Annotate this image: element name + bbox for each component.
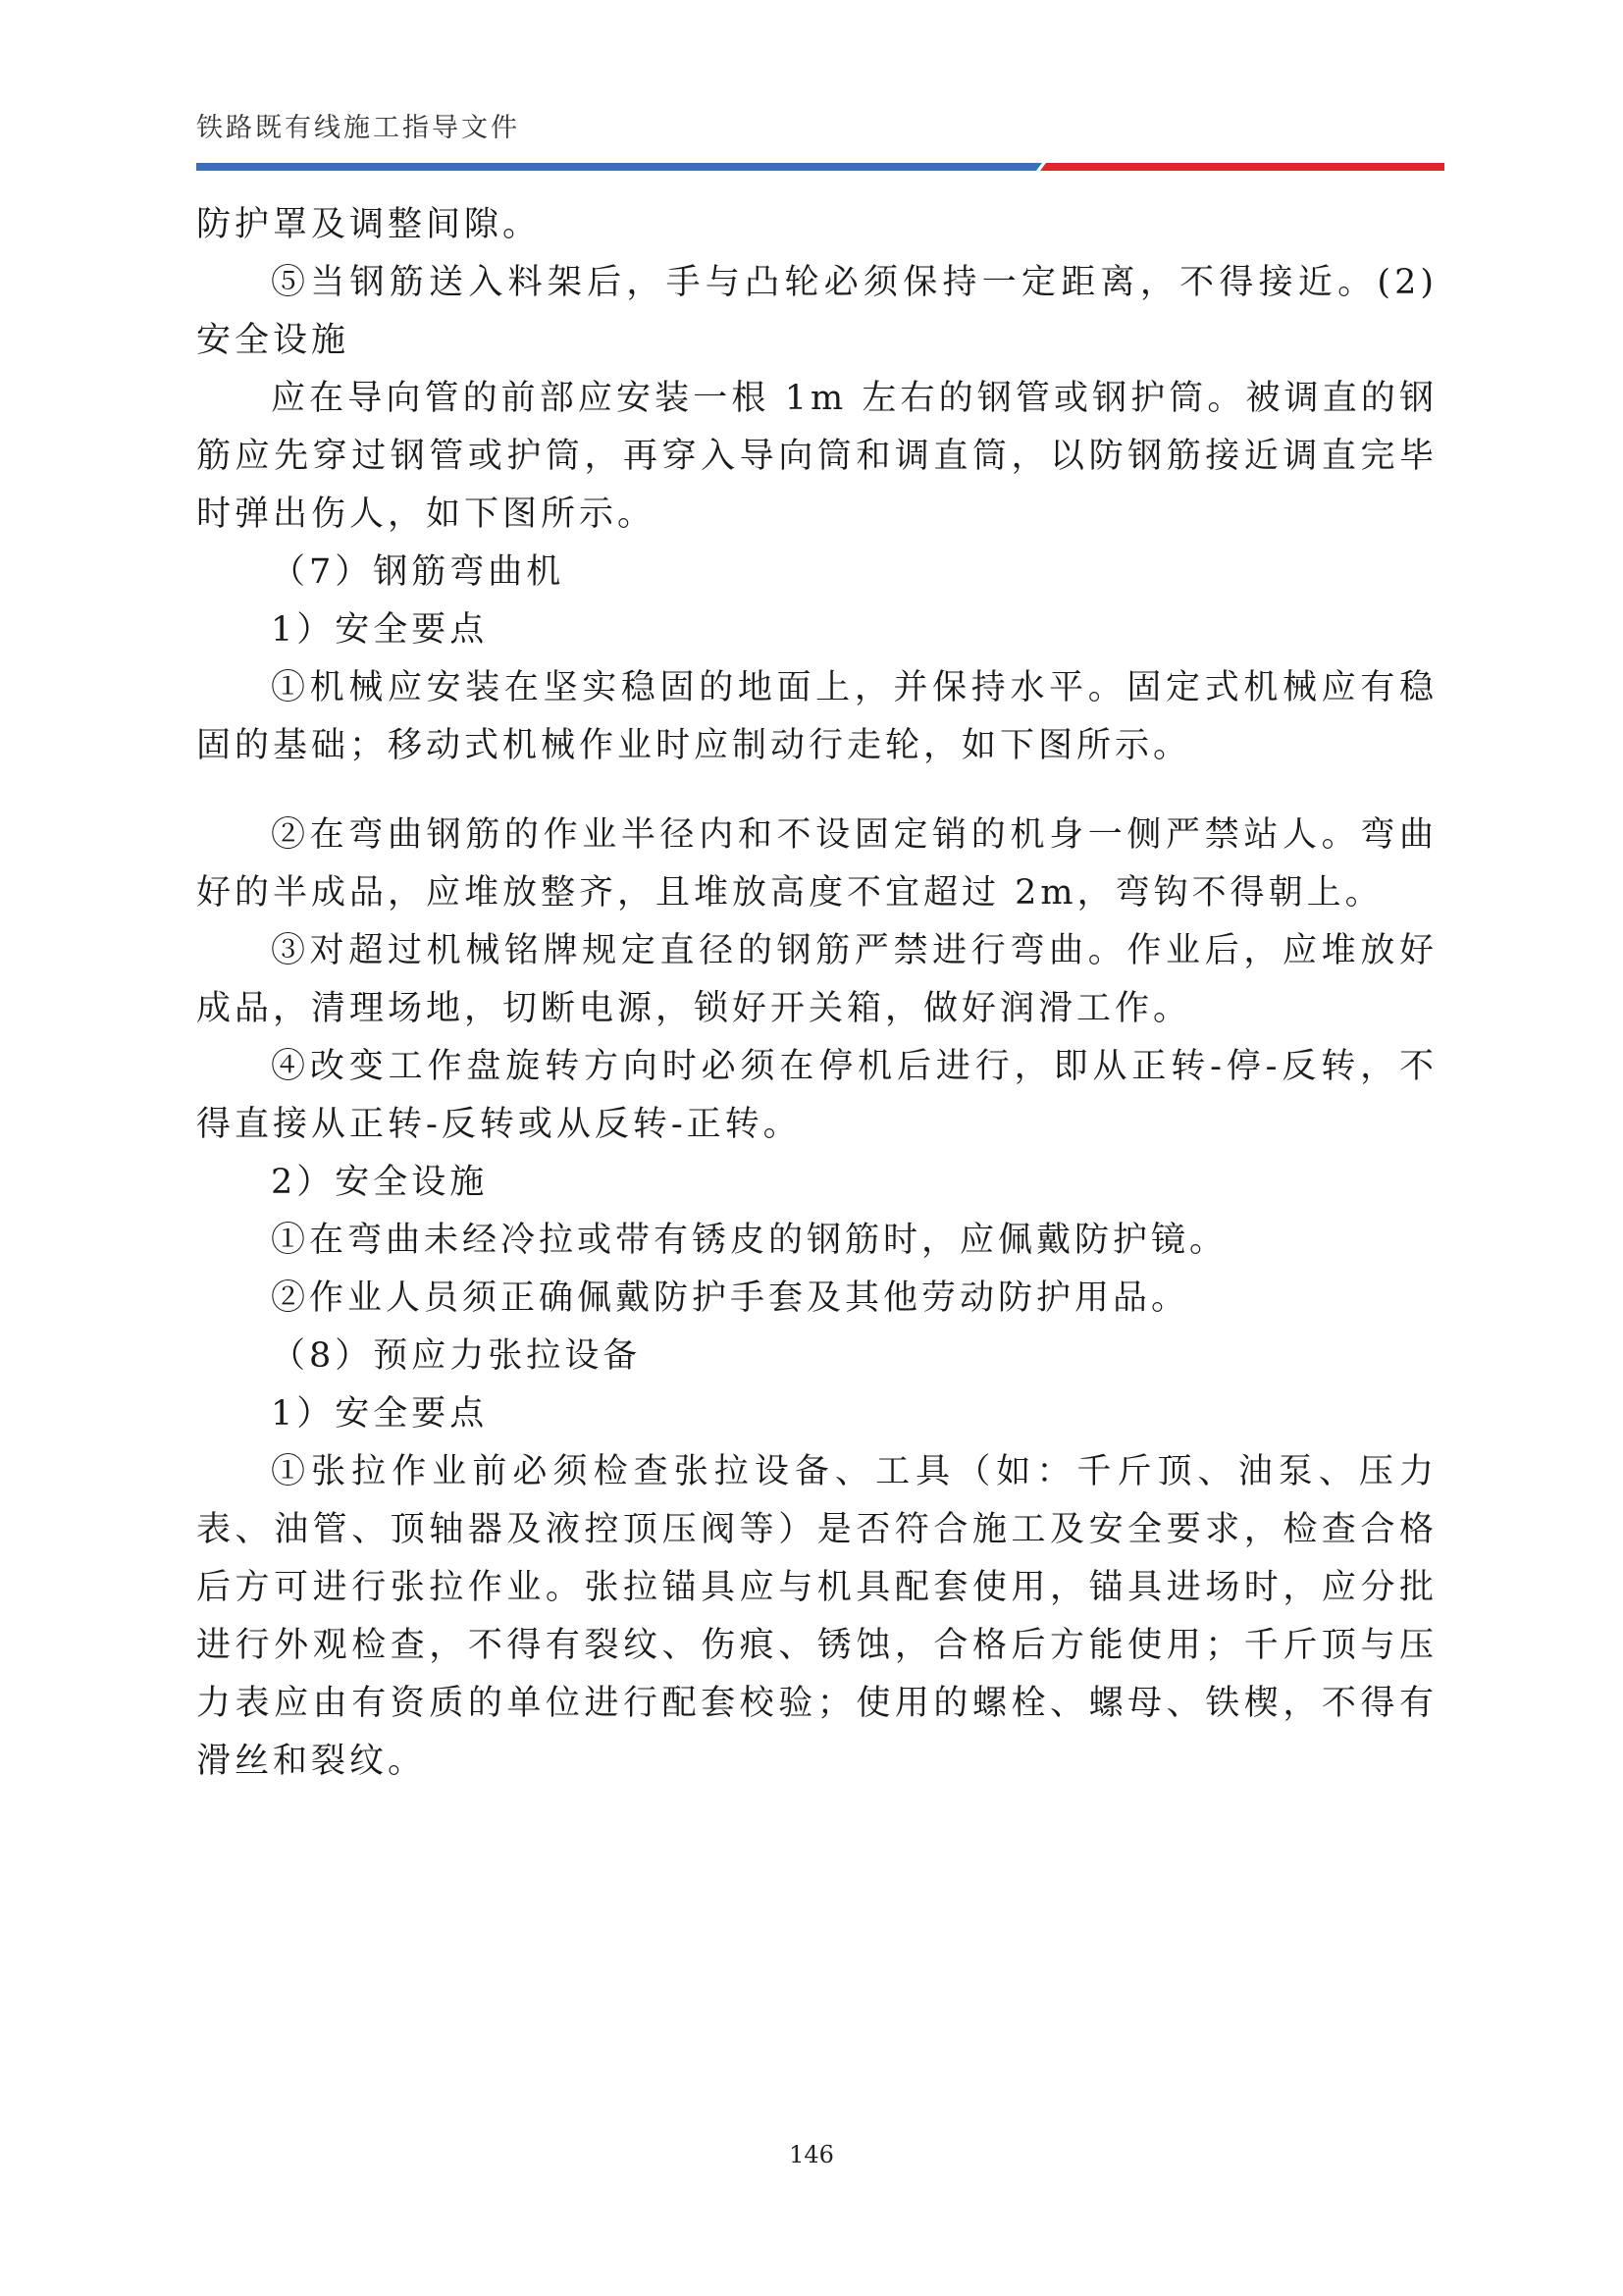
measure-item-1: ①在弯曲未经冷拉或带有锈皮的钢筋时，应佩戴防护镜。 <box>271 1221 1229 1260</box>
header-rule-red-segment <box>1040 163 1444 171</box>
running-header: 铁路既有线施工指导文件 <box>196 113 520 143</box>
paragraph-item-5: ⑤当钢筋送入料架后，手与凸轮必须保持一定距离，不得接近。(2)安全设施 <box>196 263 1438 360</box>
paragraph-guide-tube: 应在导向管的前部应安装一根 1m 左右的钢管或钢护筒。被调直的钢筋应先穿过钢管或护筒，再穿入导向筒和调直筒，以防钢筋接近调直完毕时弹出伤人，如下图所示。 <box>196 379 1438 534</box>
subheading-safety-points: 1）安全要点 <box>271 610 489 650</box>
measure-item-2: ②作业人员须正确佩戴防护手套及其他劳动防护用品。 <box>271 1278 1190 1318</box>
header-rule <box>196 163 1444 171</box>
list-item-1: ①机械应安装在坚实稳固的地面上，并保持水平。固定式机械应有稳固的基础；移动式机械作业时应制动行走轮，如下图所示。 <box>196 668 1438 765</box>
prestress-item-1: ①张拉作业前必须检查张拉设备、工具（如：千斤顶、油泵、压力表、油管、顶轴器及液控顶压阀等）是否符合施工及安全要求，检查合格后方可进行张拉作业。张拉锚具应与机具配套使用，锚具进场时，应分批进行外观检查，不得有裂纹、伤痕、锈蚀，合格后方能使用；千斤顶与压力表应由有资质的单位进行配套校验；使用的螺栓、螺母、铁楔，不得有滑丝和裂纹。 <box>196 1452 1438 1781</box>
section-heading-prestress: （8）预应力张拉设备 <box>271 1336 642 1376</box>
section-heading-bending-machine: （7）钢筋弯曲机 <box>271 552 565 592</box>
page-number: 146 <box>789 2141 834 2168</box>
header-rule-graphic <box>196 163 1444 171</box>
list-item-3: ③对超过机械铭牌规定直径的钢筋严禁进行弯曲。作业后，应堆放好成品，清理场地，切断电源，锁好开关箱，做好润滑工作。 <box>196 931 1438 1028</box>
subheading-safety-points-2: 1）安全要点 <box>271 1394 489 1434</box>
header-rule-blue-segment <box>196 163 1042 171</box>
subheading-safety-measures: 2）安全设施 <box>271 1163 489 1202</box>
list-item-2: ②在弯曲钢筋的作业半径内和不设固定销的机身一侧严禁站人。弯曲好的半成品，应堆放整齐，且堆放高度不宜超过 2m，弯钩不得朝上。 <box>196 815 1438 913</box>
body-text <box>196 196 1438 1791</box>
paragraph-continuation: 防护罩及调整间隙。 <box>196 205 542 244</box>
list-item-4: ④改变工作盘旋转方向时必须在停机后进行，即从正转-停-反转，不得直接从正转-反转或从反转-正转。 <box>196 1047 1438 1144</box>
